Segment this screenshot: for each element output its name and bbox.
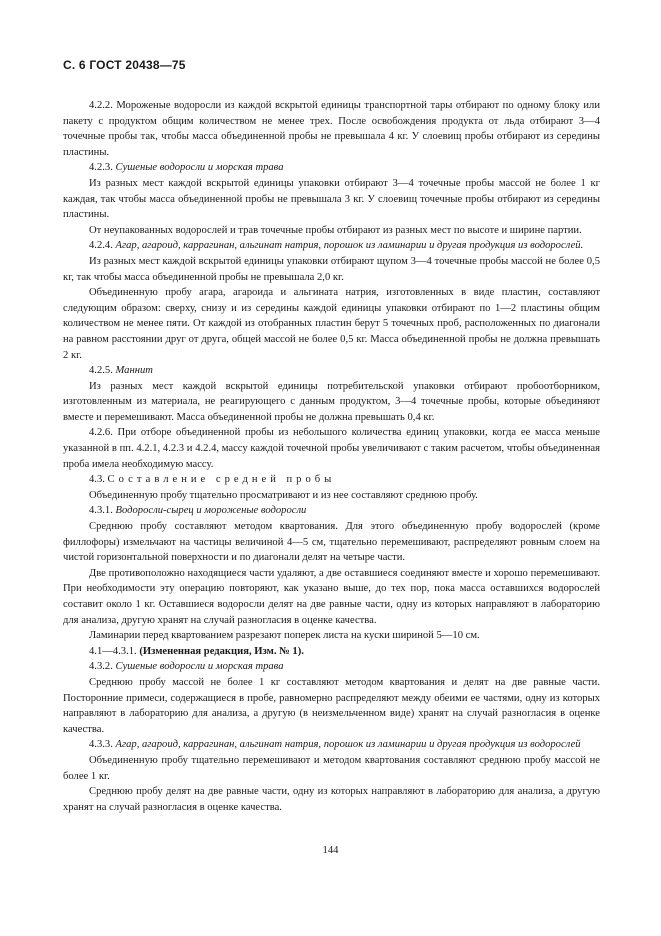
paragraph: Из разных мест каждой вскрытой единицы упаковки отбирают щупом 3—4 точечные пробы массой не более 0,5 кг, так чтобы масса объединенной пробы не превышала 2,0 кг. — [63, 255, 600, 283]
heading-4-3 — [63, 472, 600, 488]
page-number: 144 — [322, 845, 339, 856]
paragraph: Среднюю пробу массой не более 1 кг составляют методом квартования и делят на две равные части. Посторонние примеси, содержащиеся в пробе, равномерно распределяют между обеими ее частями, одну из которых направляют в лабораторию для анализа, а другую (в неизмельченном виде) хранят на случай разногласия в оценке качества. — [63, 676, 600, 735]
heading-title: Сушеные водоросли и морская трава — [115, 661, 284, 673]
paragraph: Из разных мест каждой вскрытой единицы упаковки отбирают 3—4 точечные пробы массой не более 1 кг каждая, так чтобы масса объединенной пробы не превышала 3 кг. У слоевищ точечные пробы отбирают из середины пластины. — [63, 177, 600, 221]
paragraph: Из разных мест каждой вскрытой единицы потребительской упаковки отбирают пробоотборником, изготовленным из материала, не реагирующего с данным продуктом, 3—4 точечные пробы, которые объединяют вместе и перемешивают. Масса объединенной пробы не должна превышать 0,4 кг. — [63, 380, 600, 423]
heading-title: Маннит — [115, 365, 153, 377]
heading-title: Сушеные водоросли и морская трава — [115, 162, 284, 174]
heading-title: Агар, агароид, каррагинан, альгинат натрия, порошок из ламинарии и другая продукция из водорослей. — [115, 240, 584, 252]
heading-number: 4.3.1. — [89, 505, 113, 517]
document-page — [63, 58, 600, 815]
paragraph-4-2-6: 4.2.6. При отборе объединенной пробы из небольшого количества единиц упаковки, когда ее масса меньше указанной в пп. 4.2.1, 4.2.3 и 4.2.4, массу каждой точечной пробы увеличивают с таким расчетом, чтобы объединенная проба имела необходимую массу. — [63, 427, 600, 470]
edition-range: 4.1—4.3.1. — [89, 645, 137, 657]
heading-4-2-3 — [63, 160, 600, 176]
heading-number: 4.3. — [89, 474, 105, 486]
heading-number: 4.2.5. — [89, 365, 113, 377]
heading-number: 4.2.3. — [89, 162, 113, 174]
heading-number: 4.3.3. — [89, 739, 113, 751]
paragraph: Ламинарии перед квартованием разрезают поперек листа на куски шириной 5—10 см. — [89, 630, 480, 642]
paragraph: Среднюю пробу делят на две равные части, одну из которых направляют в лабораторию для анализа, а другую хранят на случай разногласия в оценке качества. — [63, 786, 600, 813]
heading-4-3-1 — [63, 503, 600, 519]
heading-number: 4.2.4. — [89, 240, 113, 252]
heading-title: Водоросли-сырец и мороженые водоросли — [115, 505, 307, 517]
paragraph: От неупакованных водорослей и трав точечные пробы отбирают из разных мест по высоте и ширине партии. — [89, 224, 582, 236]
paragraph: Объединенную пробу тщательно просматривают и из нее составляют среднюю пробу. — [89, 489, 478, 501]
heading-4-3-2 — [63, 659, 600, 675]
heading-4-2-5 — [63, 363, 600, 379]
heading-title: Составление средней пробы — [107, 474, 336, 486]
paragraph: Две противоположно находящиеся части удаляют, а две оставшиеся соединяют вместе и хорошо перемешивают. При необходимости эту операцию повторяют, как указано выше, до тех пор, пока масса оставшихся водорослей составит около 1 кг. Оставшиеся водоросли делят на две равные части, одну из которых направляют в лабораторию для анализа, другую хранят на случай разногласия в оценке качества. — [63, 567, 600, 626]
paragraph: Объединенную пробу тщательно перемешивают и методом квартования составляют среднюю пробу массой не более 1 кг. — [63, 754, 600, 782]
paragraph: Объединенную пробу агара, агароида и альгината натрия, изготовленных в виде пластин, составляют следующим образом: сверху, снизу и из середины каждой единицы упаковки отбирают по 1—2 пластины общим количеством не менее пяти. От каждой из отобранных пластин берут 5 точечных проб, расположенных по диагонали на равном расстоянии друг от друга, общей массой не более 0,5 кг. Масса объединенной пробы не должна превышать 2 кг. — [63, 287, 600, 361]
heading-4-3-3 — [63, 737, 600, 753]
edition-note — [63, 644, 600, 660]
paragraph: Среднюю пробу составляют методом квартования. Для этого объединенную пробу водорослей (кроме филлофоры) измельчают на частицы величиной 4—5 см, тщательно перемешивают, распределяют ровным слоем на чистой горизонтальной поверхности и по диагонали делят на четыре части. — [63, 521, 600, 564]
page-header: С. 6 ГОСТ 20438—75 — [63, 58, 186, 72]
edition-text: (Измененная редакция, Изм. № 1). — [139, 645, 304, 657]
heading-number: 4.3.2. — [89, 661, 113, 673]
heading-4-2-4 — [63, 238, 600, 254]
heading-title: Агар, агароид, каррагинан, альгинат натрия, порошок из ламинарии и другая продукция из водорослей — [115, 739, 581, 751]
paragraph-4-2-2: 4.2.2. Мороженые водоросли из каждой вскрытой единицы транспортной тары отбирают по одному блоку или пакету с продуктом общим количеством не менее трех. После освобождения продукта от льда отбирают 3—4 точечные пробы так, чтобы масса объединенной пробы не превышала 4 кг. У слоевищ пробы отбирают из середины пластины. — [63, 100, 600, 158]
